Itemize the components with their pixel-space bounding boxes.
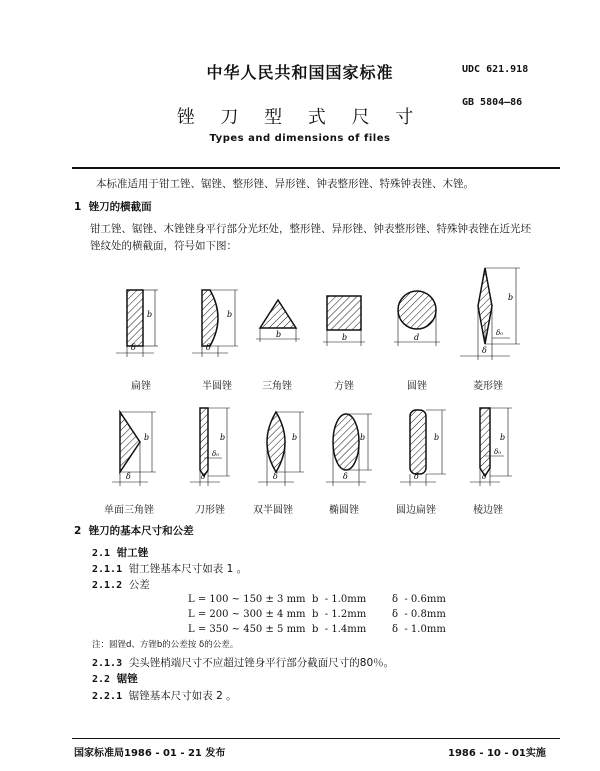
symbol-b: b: [276, 330, 282, 339]
section-2-1-3-text: 尖头锉梢端尺寸不应超过锉身平行部分截面尺寸的80％。: [128, 657, 395, 669]
symbol-d: d: [414, 333, 420, 342]
symbol-b: b: [508, 293, 514, 302]
symbol-b: b: [292, 433, 298, 442]
square-file-shape: [323, 296, 365, 346]
tolerance-b-2: b - 1.2mm: [312, 609, 367, 620]
label-knife-file: 刀形锉: [195, 505, 225, 516]
symbol-b: b: [144, 433, 150, 442]
section-2-1-1-text: 钳工锉基本尺寸如表 1 。: [128, 563, 248, 575]
symbol-delta: δ: [482, 473, 487, 481]
symbol-delta0: δ₀: [212, 450, 220, 458]
cross-sections-row2: [80, 400, 540, 500]
symbol-b: b: [434, 433, 440, 442]
section1-heading: [74, 199, 152, 215]
symbol-delta0: δ₀: [494, 448, 502, 456]
edge-file-shape: [470, 408, 512, 486]
round-edge-flat-file-shape: [400, 410, 446, 486]
section-2-2-1-number: 2.2.1: [92, 691, 123, 702]
issuer-title: 中华人民共和国国家标准: [206, 63, 394, 82]
gb-code: GB 5804—86: [462, 97, 523, 108]
tolerance-L-1: L = 100 ~ 150 ± 3 mm: [188, 594, 306, 605]
section-2-1-1-number: 2.1.1: [92, 564, 123, 575]
section-2-2-1-text: 锯锉基本尺寸如表 2 。: [128, 690, 237, 702]
tolerance-delta-2: δ - 0.8mm: [392, 609, 446, 620]
symbol-delta: δ: [201, 473, 206, 481]
symbol-delta0: δ₀: [496, 329, 504, 337]
tolerance-b-1: b - 1.0mm: [312, 594, 367, 605]
symbol-b: b: [220, 433, 226, 442]
section1-number: 1: [74, 201, 82, 213]
tolerance-L-2: L = 200 ~ 300 ± 4 mm: [188, 609, 306, 620]
section-2-2-1: [92, 688, 237, 705]
symbol-delta: δ: [206, 343, 211, 352]
section2-heading: [74, 523, 194, 539]
header-rule: [72, 167, 560, 169]
label-square-file: 方锉: [334, 381, 354, 392]
label-round-file: 圆锉: [407, 381, 427, 392]
flat-file-shape: [116, 290, 158, 357]
rhombic-file-shape: [460, 268, 520, 360]
footer-effective: 1986 - 10 - 01实施: [448, 748, 546, 759]
symbol-b: b: [342, 333, 348, 342]
tolerance-L-3: L = 350 ~ 450 ± 5 mm: [188, 624, 306, 635]
symbol-delta: δ: [414, 472, 419, 481]
label-edge-file: 棱边锉: [473, 505, 503, 516]
label-elliptic-file: 椭圆锉: [329, 505, 359, 516]
udc-code: UDC 621.918: [462, 64, 529, 75]
symbol-b: b: [227, 310, 233, 319]
section-2-2-title: 锯锉: [116, 673, 138, 685]
footer-issued: 国家标准局1986 - 01 - 21 发布: [74, 748, 226, 759]
footer-rule: [72, 738, 560, 739]
section-2-2: [92, 671, 138, 688]
section2-title: 锉刀的基本尺寸和公差: [88, 525, 194, 537]
doc-title-en: Types and dimensions of files: [209, 133, 391, 144]
section-2-1-title: 钳工锉: [116, 547, 149, 559]
tolerance-delta-3: δ - 1.0mm: [392, 624, 446, 635]
half-round-file-shape: [192, 290, 238, 357]
symbol-b: b: [147, 310, 153, 319]
double-half-round-file-shape: [258, 412, 304, 486]
section-2-1-2: [92, 577, 150, 594]
cross-sections-row1: [80, 262, 540, 374]
section-2-1-2-number: 2.1.2: [92, 580, 123, 591]
symbol-b: b: [500, 433, 506, 442]
intro-text: 本标准适用于钳工锉、锯锉、整形锉、异形锉、钟表整形锉、特殊钟表锉、木锉。: [96, 178, 474, 190]
section1-text-line1: 钳工锉、锯锉、木锉锉身平行部分光坯处，整形锉、异形锉、钟表整形锉、特殊钟表锉在近光坯: [90, 223, 531, 235]
section-2-1-1: [92, 561, 247, 578]
section2-number: 2: [74, 525, 82, 537]
symbol-delta: δ: [131, 343, 136, 352]
section-2-1: [92, 545, 148, 562]
label-rhombic-file: 菱形锉: [473, 381, 503, 392]
section-2-1-2-text: 公差: [128, 579, 150, 591]
section1-text-line2: 锉纹处的横截面，符号如下图：: [90, 240, 237, 252]
label-single-triangle-file: 单面三角锉: [104, 505, 154, 516]
label-triangle-file: 三角锉: [262, 381, 292, 392]
symbol-delta: δ: [273, 472, 278, 481]
triangle-file-shape: [256, 300, 300, 342]
symbol-delta: δ: [343, 472, 348, 481]
section-2-1-3: [92, 655, 394, 672]
knife-file-shape: [190, 408, 230, 486]
label-double-half-round-file: 双半圆锉: [253, 505, 293, 516]
label-round-edge-flat-file: 圆边扁锉: [396, 505, 436, 516]
section-2-2-number: 2.2: [92, 674, 111, 685]
tolerance-delta-1: δ - 0.6mm: [392, 594, 446, 605]
label-half-round-file: 半圆锉: [202, 381, 232, 392]
elliptic-file-shape: [326, 414, 372, 486]
section-2-1-number: 2.1: [92, 548, 111, 559]
tolerance-note: 注：圆锉d、方锉b的公差按 δ的公差。: [92, 640, 239, 650]
section1-title: 锉刀的横截面: [88, 201, 152, 213]
symbol-delta: δ: [126, 472, 131, 481]
symbol-b: b: [360, 433, 366, 442]
tolerance-b-3: b - 1.4mm: [312, 624, 367, 635]
symbol-delta: δ: [482, 346, 487, 355]
label-flat-file: 扁锉: [131, 381, 151, 392]
round-file-shape: [394, 291, 440, 346]
doc-title: 锉 刀 型 式 尺 寸: [176, 107, 424, 128]
section-2-1-3-number: 2.1.3: [92, 658, 123, 669]
single-triangle-file-shape: [112, 412, 156, 486]
